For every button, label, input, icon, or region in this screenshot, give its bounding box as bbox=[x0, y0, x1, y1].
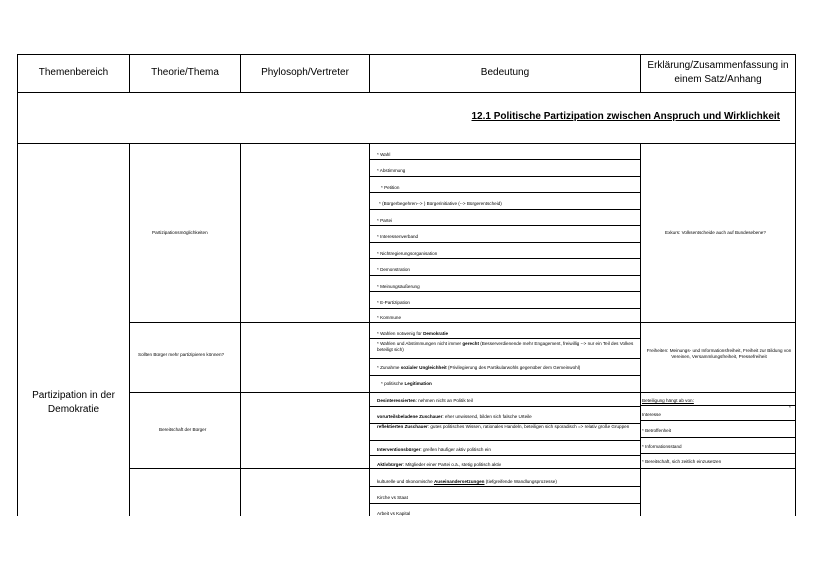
row3-erklaerung-betroffenheit: * Betroffenheit bbox=[642, 428, 672, 433]
row3-erklaerung-informationsstand: * Informationsstand bbox=[642, 444, 682, 449]
row3-erklaerung-interesse: Interesse bbox=[642, 412, 661, 417]
list-item: * Nichtregierungsorganisation bbox=[377, 251, 438, 256]
row2-theorie: Sollten Bürger mehr partizipieren können? bbox=[138, 352, 225, 357]
row3-vorurteilsbeladene: vorurteilsbeladene Zuschauer: eher unwissend, bilden sich falsche Urteile bbox=[377, 414, 532, 419]
header-theorie: Theorie/Thema bbox=[151, 67, 219, 78]
row3-erklaerung-bereitschaft: * Bereitschaft, sich zeitlich einzusetzen bbox=[642, 459, 722, 464]
header-philosoph: Phylosoph/Vertreter bbox=[261, 67, 349, 78]
row4-arbeit-kapital: Arbeit vs Kapital bbox=[377, 511, 411, 516]
list-item: * Demonstration bbox=[377, 267, 410, 272]
row4-auseinandersetzungen: kulturelle und ökonomische Auseinandersetzungen (tiefgreifende Wandlungsprozesse) bbox=[377, 479, 557, 484]
row3-reflektierte: reflektierten Zuschauer: gutes politisches Wissen, rationales Handeln, beteiligen sich sporadisch => relativ große Gruppen bbox=[377, 424, 630, 429]
row3-interventionsbuerger: Interventionsbürger: greifen häufiger aktiv politisch ein bbox=[377, 447, 491, 452]
row3-desinteressierte: Desinteressierten: nehmen nicht an Politik teil bbox=[377, 398, 473, 403]
list-item: * Kommune bbox=[377, 315, 402, 320]
row3-erklaerung-star: * bbox=[789, 405, 791, 410]
list-item: * Wahl bbox=[377, 152, 391, 157]
list-item: * Petition bbox=[381, 185, 400, 190]
row4-kirche-staat: Kirche vs Staat bbox=[377, 495, 408, 500]
row2-item-gerecht: * Wahlen und Abstimmungen nicht immer gerecht (Besserverdienende mehr Engagement, freiwillig --> nur ein Teil des Volkes beteiligt sich) bbox=[377, 341, 634, 352]
list-item: * E-Partizipation bbox=[377, 300, 410, 305]
row2-item-demokratie: * Wahlen notwenig für Demokratie bbox=[377, 331, 449, 336]
row2-item-ungleichheit: * Zunahme sozialer Ungleichheit (Privilegierung des Partikularwohls gegenüber dem Gemeinwohl) bbox=[377, 365, 581, 370]
section-title: 12.1 Politische Partizipation zwischen Anspruch und Wirklichkeit bbox=[471, 111, 780, 122]
header-erklaerung: Erklärung/Zusammenfassung in einem Satz/Anhang bbox=[647, 60, 789, 85]
list-item: * Abstimmung bbox=[377, 168, 406, 173]
row2-item-legitimation: * politische Legitimation bbox=[381, 381, 432, 386]
header-bedeutung: Bedeutung bbox=[480, 67, 530, 78]
row3-theorie: Bereitschaft der Bürger bbox=[159, 427, 207, 432]
row3-aktivbuerger: Aktivbürger: Mitglieder einer Partei o.ä., stetig politisch aktiv bbox=[377, 462, 502, 467]
list-item: * Meinungsäußerung bbox=[377, 284, 420, 289]
list-item: * (Bürgerbegehren--> ) Bürgerinitiative (--> Bürgerentscheid) bbox=[379, 201, 502, 206]
themenbereich-cell: Partizipation in der Demokratie bbox=[32, 390, 115, 415]
row3-erklaerung-head: Beteiligung hängt ab von: bbox=[642, 398, 694, 403]
row2-erklaerung: Freiheiten: Meinungs- und Informationsfreiheit, Freiheit zur Bildung von Vereinen, Versammlungsfreiheit, Pressefreiheit bbox=[646, 348, 792, 359]
header-themenbereich: Themenbereich bbox=[38, 67, 109, 78]
row1-theorie: Partizipationsmöglichkeiten bbox=[152, 230, 208, 235]
list-item: * Interessenverband bbox=[377, 234, 419, 239]
list-item: * Partei bbox=[377, 218, 393, 223]
row1-erklaerung: Exkurs: Volksentscheide auch auf Bundesebene? bbox=[665, 230, 766, 235]
